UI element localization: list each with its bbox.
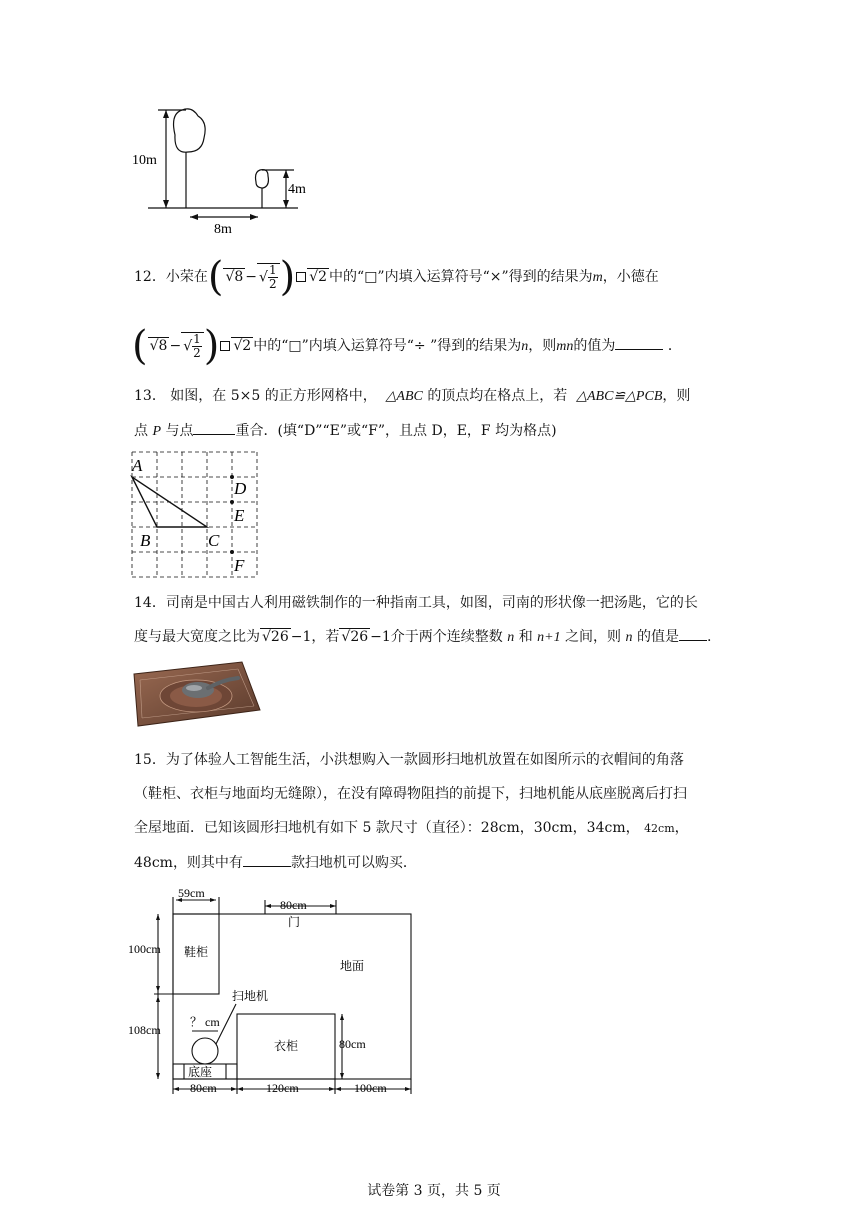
sqrt-half: √ $\frac{1}{2}$ [257, 263, 280, 291]
label-d: D [234, 479, 247, 498]
dim-80cm-top: 80cm [280, 898, 307, 912]
page-footer: 试卷第 3 页，共 5 页 [367, 1183, 501, 1199]
q12-line1: 12．小荣在( √8 − √ $\frac{1}{2}$ ) √2 中的“□”内填入运算符号“×”得到的结果为m，小德在 [134, 254, 659, 300]
label-a: A [132, 456, 143, 475]
sinan-compass-image [130, 660, 262, 728]
label-f: F [234, 556, 245, 575]
figure-trees [130, 100, 310, 240]
q15-line1: 15．为了体验人工智能生活，小洪想购入一款圆形扫地机放置在如图所示的衣帽间的角落 [134, 752, 684, 768]
q14-line1: 14．司南是中国古人利用磁铁制作的一种指南工具，如图，司南的形状像一把汤匙，它的长 [134, 595, 698, 611]
dim-100cm-left: 100cm [128, 942, 161, 956]
door-label: 门 [288, 915, 301, 929]
shoe-cabinet-label: 鞋柜 [184, 945, 209, 959]
q14-line2: 度与最大宽度之比为 √26 −1，若 √26 −1介于两个连续整数 n 和 n+1 之间，则 n 的值是 . [134, 626, 711, 648]
dim-100cm-bottom: 100cm [354, 1081, 387, 1095]
label-c: C [208, 531, 220, 550]
q14-answer-blank[interactable] [679, 626, 707, 641]
dim-80cm-bottom: 80cm [190, 1081, 217, 1095]
floor-plan-figure [128, 884, 418, 1098]
q13-line1: 13． 如图，在 5×5 的正方形网格中， △ABC 的顶点均在格点上，若 △ABC≌△PCB，则 [134, 388, 691, 404]
base-label: 底座 [188, 1065, 213, 1079]
dim-59cm: 59cm [178, 886, 205, 900]
q13-answer-blank[interactable] [193, 420, 235, 435]
operator-box [296, 272, 306, 282]
sqrt-8: √8 [225, 269, 244, 285]
label-b: B [140, 531, 151, 550]
dim-120cm: 120cm [266, 1081, 299, 1095]
dim-80cm-right: 80cm [339, 1037, 366, 1051]
q12-answer-blank[interactable] [615, 335, 663, 350]
q15-answer-blank[interactable] [243, 852, 291, 867]
label-e: E [234, 506, 245, 525]
q15-line3: 全屋地面．已知该圆形扫地机有如下 5 款尺寸（直径）：28cm，30cm，34cm， 42cm， [134, 820, 689, 836]
robot-label: 扫地机 [232, 989, 269, 1003]
grid-figure [128, 449, 264, 581]
label-4m: 4m [288, 182, 306, 197]
dim-108cm: 108cm [128, 1023, 161, 1037]
wardrobe-label: 衣柜 [274, 1039, 299, 1053]
label-8m: 8m [214, 222, 232, 237]
q15-line2: （鞋柜、衣柜与地面均无缝隙），在没有障碍物阻挡的前提下，扫地机能从底座脱离后打扫 [134, 786, 687, 802]
floor-label: 地面 [340, 959, 365, 973]
q13-line2: 点 P 与点 重合．(填“D”“E”或“F”，且点 D，E，F 均为格点) [134, 420, 557, 442]
unknown-diameter-label: ？ cm [190, 1015, 220, 1029]
q12-line2: ( √8 − √ $\frac{1}{2}$ ) √2 中的“□”内填入运算符号“÷ ”得到的结果为n，则mn的值为 ． [132, 323, 682, 369]
sqrt-2: √2 [309, 269, 328, 285]
q12-number: 12． [134, 269, 166, 285]
label-10m: 10m [132, 153, 157, 168]
q15-line4: 48cm，则其中有 款扫地机可以购买． [134, 852, 417, 873]
